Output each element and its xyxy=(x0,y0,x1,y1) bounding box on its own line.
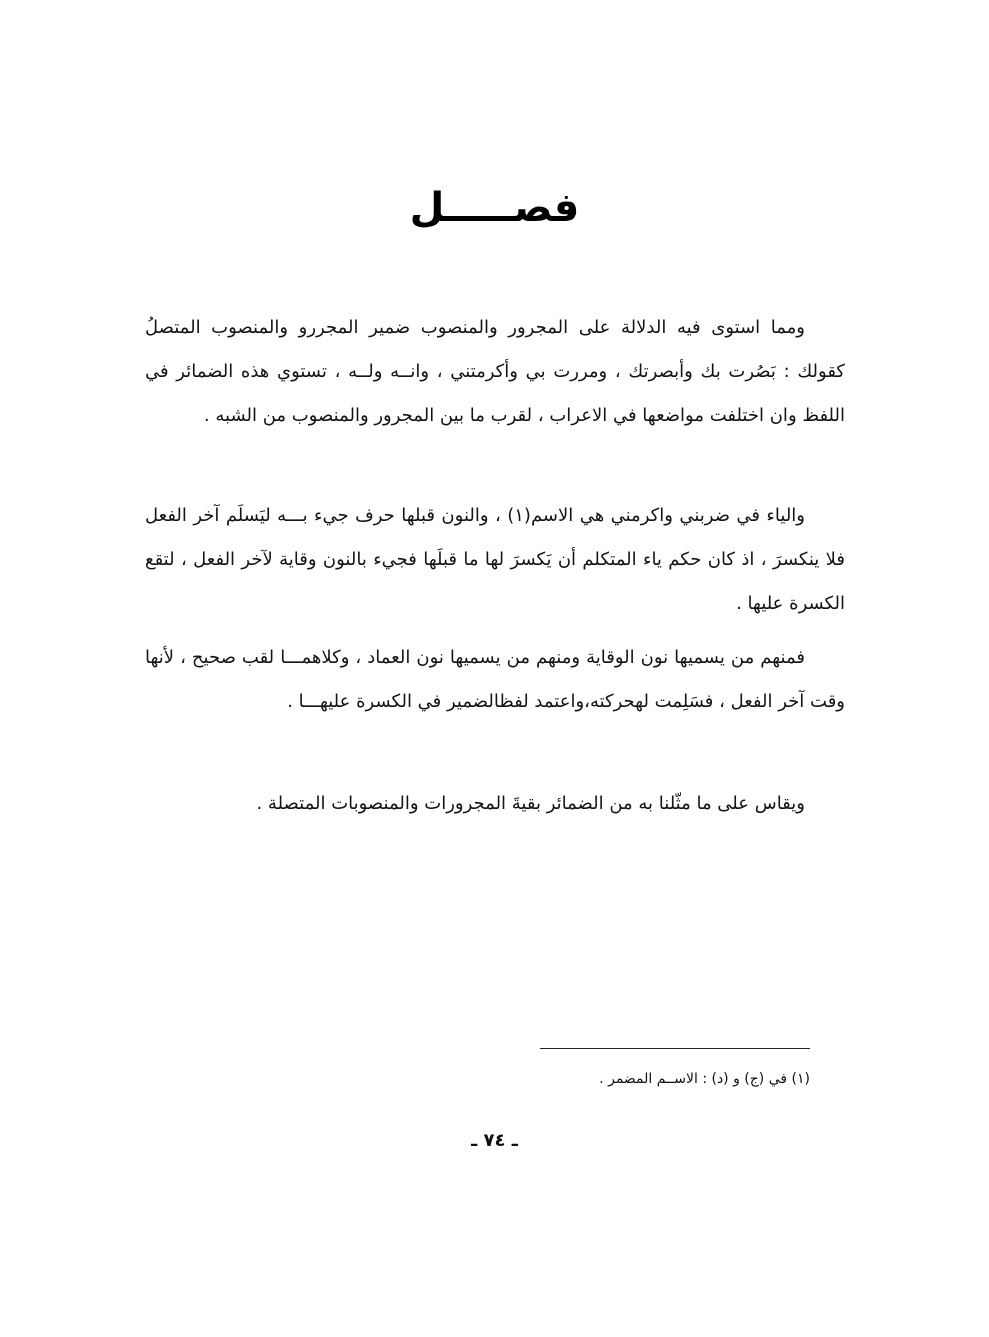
footnote-divider xyxy=(540,1048,810,1049)
paragraph-1: ومما استوى فيه الدلالة على المجرور والمنصوب ضمير المجررو والمنصوب المتصلُ كقولك : بَصُرت بك وأبصرتك ، ومررت بي وأكرمتني ، وانــه ولــه ، تستوي هذه الضمائر في اللفظ وان اختلفت مواضعها في الاعراب ، لقرب ما بين المجرور والمنصوب من الشبه . xyxy=(145,317,845,426)
footnote: (١) في (ج) و (د) : الاســم المضمر . xyxy=(599,1071,810,1087)
paragraph-3: فمنهم من يسميها نون الوقاية ومنهم من يسميها نون العماد ، وكلاهمـــا لقب صحيح ، لأنها وقت آخر الفعل ، فسَلِمت لهحركته،واعتمد لفظالضمير في الكسرة عليهـــا . xyxy=(145,647,845,712)
paragraph-4: ويقاس على ما مثّلنا به من الضمائر بقيةَ المجرورات والمنصوبات المتصلة . xyxy=(256,793,805,814)
paragraph-2: والياء في ضربني واكرمني هي الاسم(١) ، والنون قبلها حرف جيء بـــه ليَسلَم آخر الفعل فلا ينكسرَ ، اذ كان حكم ياء المتكلم أن يَكسرَ لها ما قبلَها فجيء بالنون وقاية لآخر الفعل ، لتقع الكسرة عليها . xyxy=(145,505,845,614)
page-number: ـ ٧٤ ـ xyxy=(471,1130,518,1151)
section-title: فصـــــل xyxy=(409,185,580,231)
